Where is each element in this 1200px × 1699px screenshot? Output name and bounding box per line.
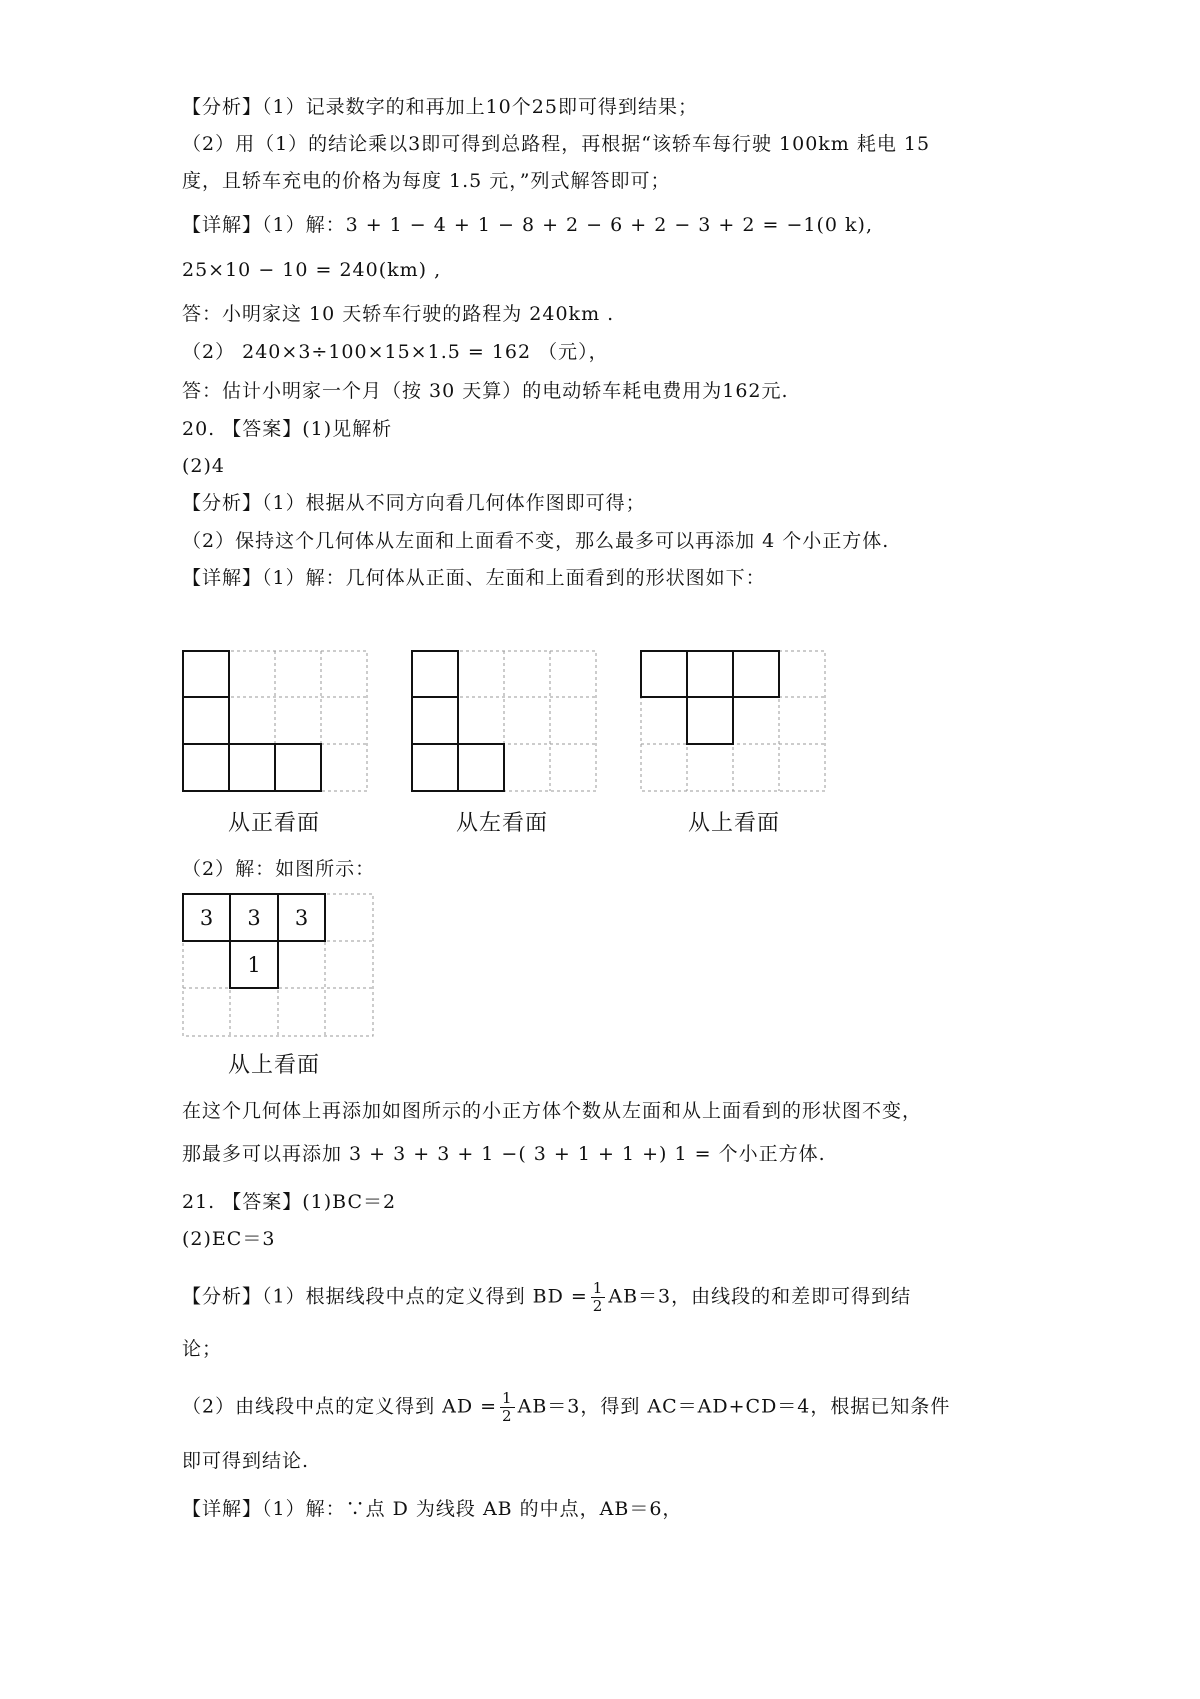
analysis-20-1: 【分析】（1）根据从不同方向看几何体作图即可得；	[182, 492, 646, 514]
q21-answer-2: (2)EC＝3	[182, 1228, 276, 1250]
front-view-figure	[182, 650, 372, 798]
analysis-21-2-cont: 即可得到结论.	[182, 1450, 310, 1472]
detail-21-1: 【详解】（1）解：∵点 D 为线段 AB 的中点，AB＝6，	[182, 1498, 683, 1520]
top-view-caption: 从上看面	[688, 811, 781, 836]
detail-19-1-calc: 25×10 − 10 = 240(km) ,	[182, 259, 442, 281]
analysis-21-2-lead: （2）由线段中点的定义得到 AD =	[182, 1395, 498, 1418]
detail-19-2: （2） 240×3÷100×15×1.5 = 162 （元），	[182, 341, 609, 363]
analysis-21-1-cont: 论；	[182, 1338, 223, 1360]
q20-answer: 20. 【答案】(1)见解析	[182, 418, 393, 440]
q21-answer: 21. 【答案】(1)BC＝2	[182, 1191, 397, 1213]
top-view-figure	[640, 650, 830, 798]
detail-20-2-calc: 那最多可以再添加 3 + 3 + 3 + 1 −( 3 + 1 + 1 +) 1 = 个小正方体.	[182, 1143, 826, 1165]
fraction-half	[591, 1280, 606, 1315]
fraction-numerator: 1	[592, 1279, 604, 1297]
fraction-denominator-2: 2	[502, 1407, 513, 1425]
analysis-21-1	[182, 1280, 911, 1315]
analysis-19-2: （2）用（1）的结论乘以3即可得到总路程，再根据“该轿车每行驶 100km 耗电 15	[182, 133, 931, 155]
analysis-21-2	[182, 1390, 950, 1425]
top-view-numbered-caption: 从上看面	[228, 1053, 321, 1078]
analysis-21-2-tail: AB＝3，得到 AC＝AD+CD＝4，根据已知条件	[517, 1395, 951, 1418]
detail-20-2-text: 在这个几何体上再添加如图所示的小正方体个数从左面和从上面看到的形状图不变，	[182, 1100, 923, 1122]
cell-count-4: 1	[247, 953, 261, 977]
cell-count-3: 3	[294, 906, 309, 930]
answer-19-2: 答：估计小明家一个月（按 30 天算）的电动轿车耗电费用为162元.	[182, 380, 789, 402]
analysis-21-1-lead: 【分析】（1）根据线段中点的定义得到 BD =	[182, 1285, 588, 1308]
analysis-21-1-tail: AB＝3，由线段的和差即可得到结	[608, 1285, 912, 1308]
answer-19-1: 答：小明家这 10 天轿车行驶的路程为 240km .	[182, 303, 615, 325]
detail-20-1: 【详解】（1）解：几何体从正面、左面和上面看到的形状图如下：	[182, 567, 766, 589]
fraction-numerator-2: 1	[502, 1389, 513, 1407]
q20-answer-2: (2)4	[182, 455, 226, 477]
fraction-half-2	[500, 1390, 515, 1425]
fraction-denominator: 2	[592, 1297, 604, 1315]
analysis-19-1: 【分析】（1）记录数字的和再加上10个25即可得到结果；	[182, 96, 698, 118]
detail-19-1: 【详解】（1）解：3 + 1 − 4 + 1 − 8 + 2 − 6 + 2 − 3 + 2 = −1(0 k),	[182, 214, 873, 236]
analysis-19-2-cont: 度，且轿车充电的价格为每度 1.5 元，”列式解答即可；	[182, 170, 671, 192]
front-view-caption: 从正看面	[228, 811, 321, 836]
cell-count-1: 3	[199, 906, 214, 930]
top-view-numbered-figure	[182, 893, 376, 1039]
detail-20-2: （2）解：如图所示：	[182, 858, 376, 880]
left-view-figure	[411, 650, 601, 798]
analysis-20-2: （2）保持这个几何体从左面和上面看不变，那么最多可以再添加 4 个小正方体.	[182, 530, 890, 552]
left-view-caption: 从左看面	[456, 811, 549, 836]
cell-count-2: 3	[247, 906, 261, 930]
